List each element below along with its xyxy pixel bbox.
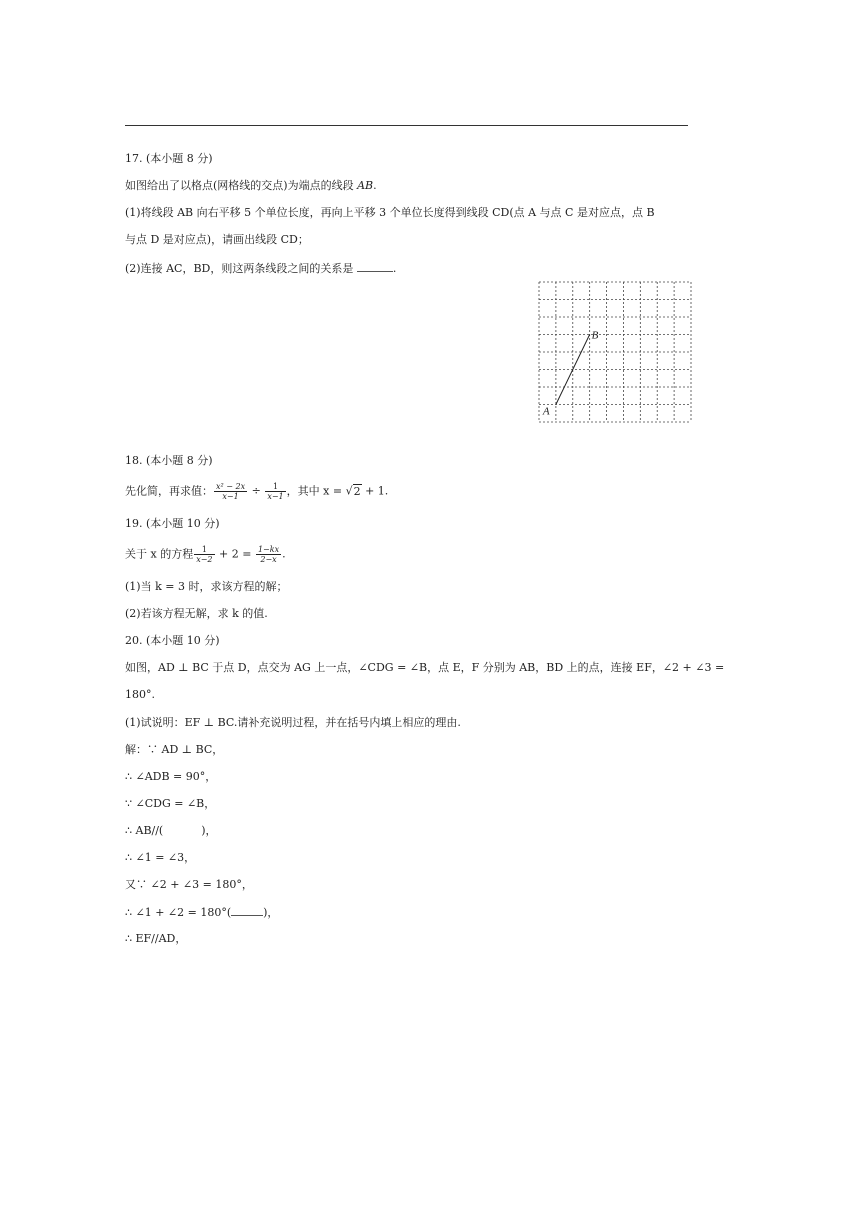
- header-rule: [125, 125, 688, 126]
- q18-fraction-2-numerator: 1: [265, 482, 285, 492]
- q20-step-3: ∵ ∠CDG = ∠B，: [125, 797, 216, 810]
- q20-step-4-end: )，: [201, 824, 217, 837]
- q20-title: 20. (本小题 10 分): [125, 634, 220, 647]
- q20-step-4-start: ∴ AB//(: [125, 824, 164, 837]
- q17-title: 17. (本小题 8 分): [125, 152, 213, 165]
- q20-step-7-end: )，: [263, 906, 279, 919]
- point-b-label: B: [591, 329, 599, 342]
- q19-lead: 关于 x 的方程: [125, 547, 194, 561]
- q20-step-4: [125, 824, 217, 838]
- q17-part2-text: (2)连接 AC，BD，则这两条线段之间的关系是: [125, 262, 354, 275]
- q20-statement-line2: 180°.: [125, 688, 155, 701]
- q18-fraction-2-denominator: x−1: [267, 492, 284, 501]
- grid-lines: [539, 282, 691, 422]
- q17-answer-blank[interactable]: [357, 261, 393, 272]
- q20-step-5: ∴ ∠1 = ∠3，: [125, 851, 196, 864]
- q18-title: 18. (本小题 8 分): [125, 454, 213, 467]
- q20-step-2: ∴ ∠ADB = 90°，: [125, 770, 217, 783]
- q17-part2: [125, 261, 396, 276]
- q18-sqrt-sign: √: [345, 484, 353, 498]
- q19-middle: + 2 =: [215, 547, 255, 561]
- q17-part1-line1: (1)将线段 AB 向右平移 5 个单位长度，再向上平移 3 个单位长度得到线段 CD(点 A 与点 C 是对应点，点 B: [125, 206, 655, 219]
- q17-intro: [125, 179, 377, 193]
- q20-step-6: 又∵ ∠2 + ∠3 = 180°，: [125, 878, 253, 891]
- q19-part2: (2)若该方程无解，求 k 的值.: [125, 607, 268, 620]
- q18-fraction-2: [265, 482, 285, 501]
- q19-fraction-1-denominator: x−2: [196, 555, 213, 564]
- q18-fraction-1: [214, 482, 247, 501]
- q20-step-7-start: ∴ ∠1 + ∠2 = 180°(: [125, 906, 232, 919]
- q20-reason-blank-2[interactable]: [231, 905, 263, 916]
- q17-part1-line2: 与点 D 是对应点)，请画出线段 CD；: [125, 233, 309, 246]
- q18-condition: ，其中 x =: [286, 484, 346, 498]
- q19-fraction-1: [194, 545, 214, 564]
- q19-part1: (1)当 k = 3 时，求该方程的解；: [125, 580, 288, 593]
- q20-step-8: ∴ EF//AD，: [125, 932, 187, 945]
- q19-equation: [125, 545, 286, 564]
- q19-end: .: [282, 547, 286, 561]
- q18-lead: 先化简，再求值：: [125, 484, 213, 498]
- q20-step-7: [125, 905, 278, 920]
- q18-fraction-1-denominator: x−1: [222, 492, 239, 501]
- q18-fraction-1-numerator: x² − 2x: [216, 482, 246, 491]
- q17-intro-end: .: [373, 179, 377, 192]
- q19-title: 19. (本小题 10 分): [125, 517, 220, 530]
- q17-part2-end: .: [392, 262, 397, 275]
- q18-sqrt-arg: 2: [353, 484, 361, 498]
- q19-fraction-2-denominator: 2−x: [260, 555, 277, 564]
- q17-intro-text: 如图给出了以格点(网格线的交点)为端点的线段: [125, 179, 358, 192]
- q18-stem: [125, 482, 388, 501]
- q17-intro-segment: AB: [357, 179, 374, 192]
- q20-part1: (1)试说明：EF ⊥ BC.请补充说明过程，并在括号内填上相应的理由.: [125, 716, 461, 729]
- q20-statement-line1: 如图，AD ⊥ BC 于点 D，点交为 AG 上一点，∠CDG = ∠B，点 E，F 分别为 AB，BD 上的点，连接 EF，∠2 + ∠3 =: [125, 661, 725, 674]
- q18-operator: ÷: [251, 484, 261, 498]
- q19-fraction-2: [256, 545, 281, 564]
- q19-fraction-1-numerator: 1: [194, 545, 214, 555]
- q20-step-1: 解：∵ AD ⊥ BC，: [125, 743, 224, 756]
- point-a-label: A: [542, 405, 550, 418]
- q18-condition-end: + 1.: [361, 484, 389, 498]
- grid-figure: [538, 281, 692, 423]
- q19-fraction-2-numerator: 1−kx: [257, 545, 280, 554]
